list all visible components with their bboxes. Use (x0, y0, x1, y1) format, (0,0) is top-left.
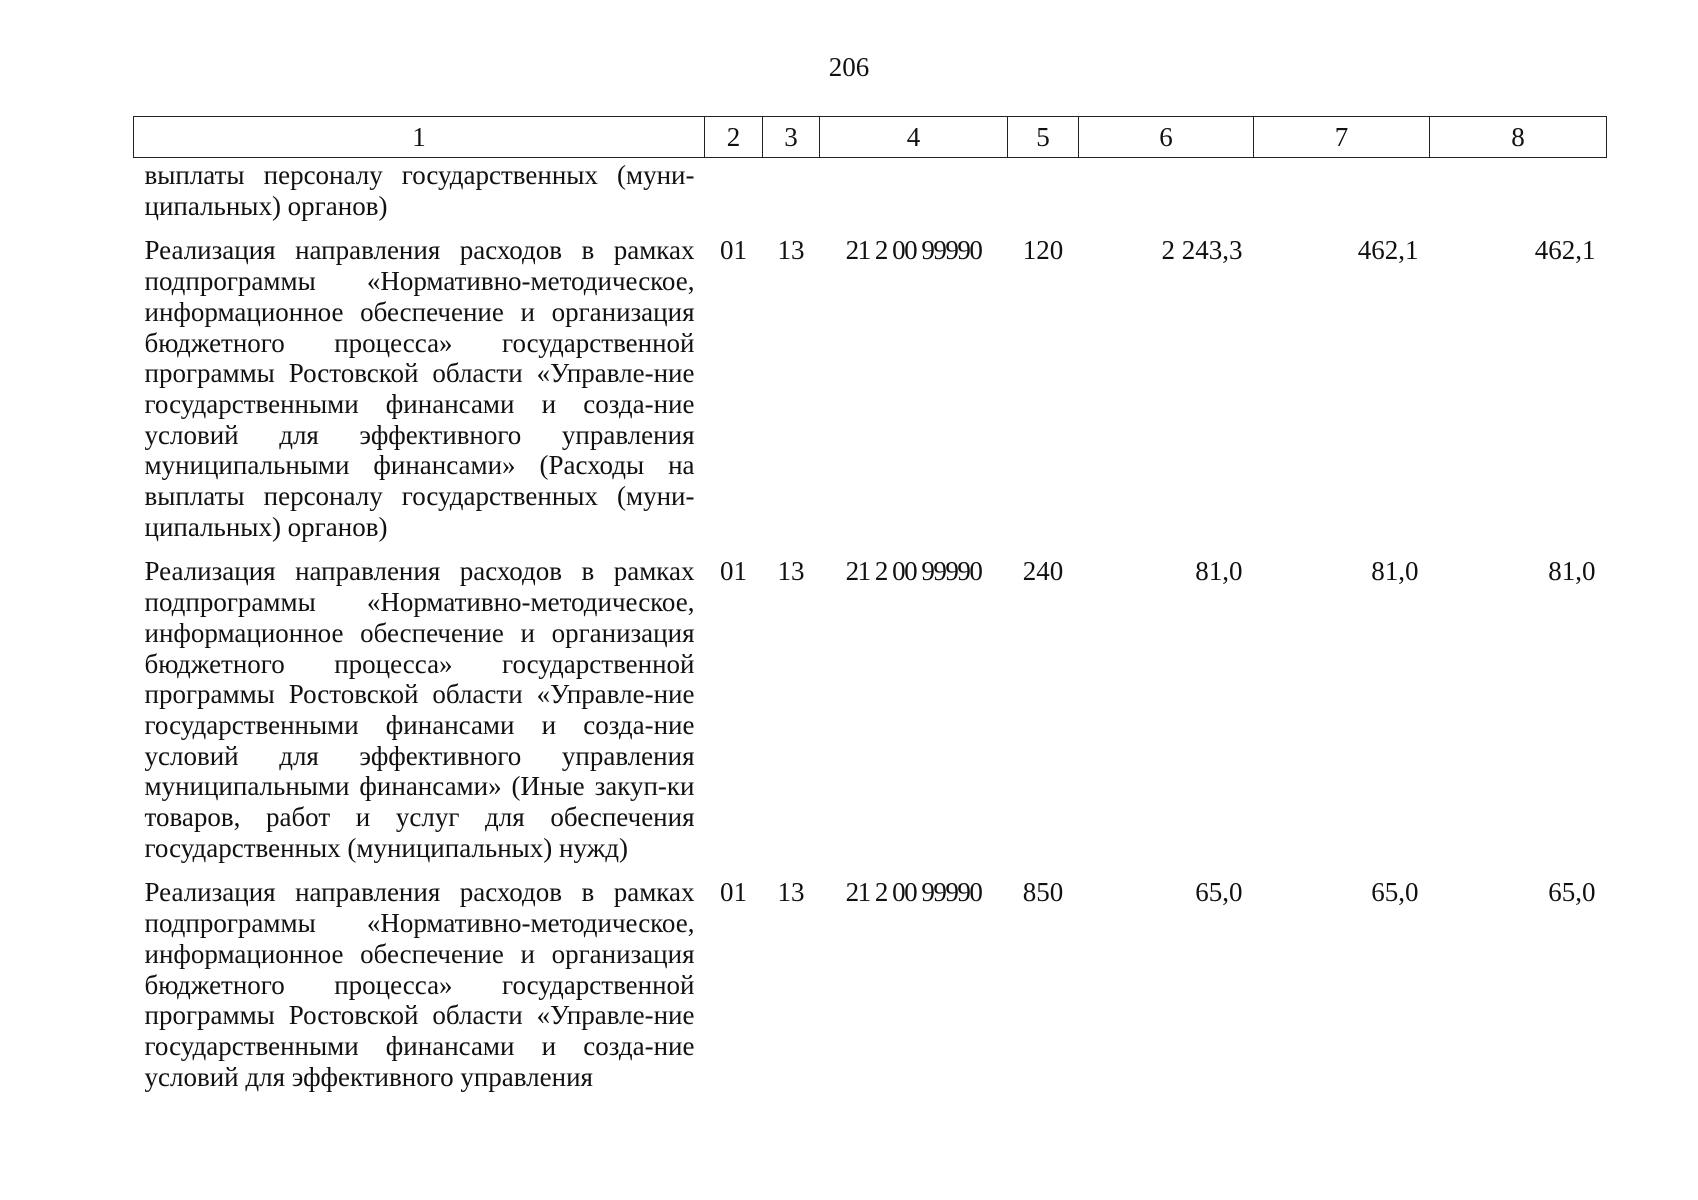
row-section: 01 (720, 556, 747, 587)
row-amount-col8: 81,0 (1548, 556, 1596, 587)
row-subsection: 13 (777, 556, 805, 587)
row-description: Реализация направления расходов в рамках подпрограммы «Нормативно-методическое, информационное обеспечение и организация бюджетного процесса» государственной программы Ростовской области «Управле-ние государственными финансами и созда-ние условий для эффективного управления (144, 877, 695, 1092)
row-section: 01 (720, 235, 747, 266)
row-amount-col6: 2 243,3 (1161, 235, 1243, 266)
page-number: 206 (828, 52, 870, 82)
row-section (705, 158, 763, 222)
row-section: 01 (720, 877, 747, 908)
row-amount-col7: 81,0 (1371, 556, 1419, 587)
row-amount-col7 (1254, 158, 1430, 222)
table-row (134, 542, 1607, 863)
table-row (134, 221, 1607, 542)
row-target-code (820, 158, 1008, 222)
row-description: Реализация направления расходов в рамках подпрограммы «Нормативно-методическое, информационное обеспечение и организация бюджетного процесса» государственной программы Ростовской области «Управле-ние государственными финансами и созда-ние условий для эффективного управления муниципальными финансами» (Расходы на выплаты персоналу государственных (муни-ципальных) органов) (144, 235, 695, 542)
header-col-5: 5 (1008, 117, 1079, 158)
table-row (134, 158, 1607, 222)
budget-table (133, 116, 1607, 1092)
row-expense-type: 120 (1022, 235, 1064, 266)
row-expense-type (1008, 158, 1079, 222)
table-header (134, 117, 1607, 158)
header-row (134, 117, 1607, 158)
row-description: выплаты персоналу государственных (муни-ципальных) органов) (144, 160, 695, 221)
row-subsection (763, 158, 820, 222)
row-target-code: 21 2 00 99990 (845, 235, 982, 266)
row-subsection: 13 (777, 877, 805, 908)
row-amount-col8: 65,0 (1548, 877, 1596, 908)
header-col-2: 2 (705, 117, 763, 158)
row-amount-col7: 65,0 (1371, 877, 1419, 908)
row-description: Реализация направления расходов в рамках подпрограммы «Нормативно-методическое, информационное обеспечение и организация бюджетного процесса» государственной программы Ростовской области «Управле-ние государственными финансами и созда-ние условий для эффективного управления муниципальными финансами» (Иные закуп-ки товаров, работ и услуг для обеспечения государственных (муниципальных) нужд) (144, 556, 695, 863)
row-expense-type: 240 (1022, 556, 1064, 587)
row-amount-col6: 81,0 (1195, 556, 1243, 587)
row-amount-col7: 462,1 (1357, 235, 1419, 266)
table-row (134, 863, 1607, 1092)
row-expense-type: 850 (1022, 877, 1064, 908)
row-target-code: 21 2 00 99990 (845, 877, 982, 908)
header-col-8: 8 (1430, 117, 1607, 158)
row-subsection: 13 (777, 235, 805, 266)
row-amount-col8: 462,1 (1534, 235, 1596, 266)
table-body (134, 158, 1607, 1093)
row-target-code: 21 2 00 99990 (845, 556, 982, 587)
header-col-7: 7 (1254, 117, 1430, 158)
row-amount-col8 (1430, 158, 1607, 222)
row-amount-col6 (1079, 158, 1254, 222)
header-col-3: 3 (763, 117, 820, 158)
header-col-6: 6 (1079, 117, 1254, 158)
header-col-1: 1 (134, 117, 705, 158)
header-col-4: 4 (820, 117, 1008, 158)
row-amount-col6: 65,0 (1195, 877, 1243, 908)
